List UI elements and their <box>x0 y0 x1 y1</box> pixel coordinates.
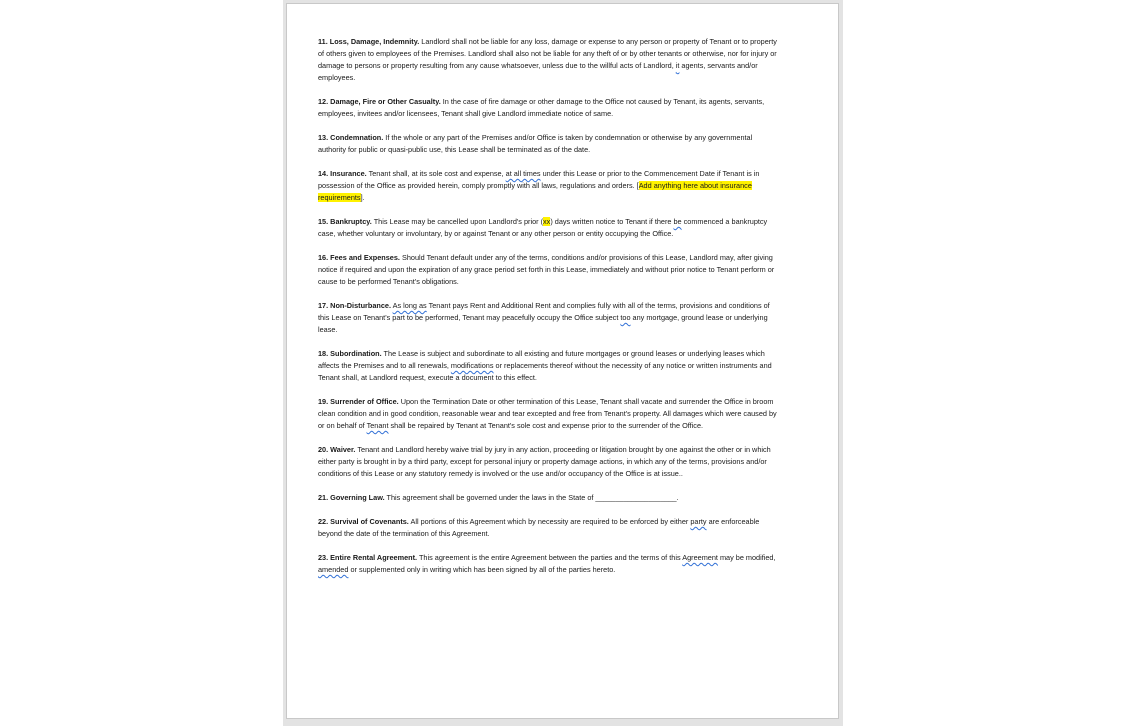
clause-text: or replacements thereof without the necessity of any notice or written instruments and Tenant shall, at Landlord request, execute a document to this effect. <box>318 361 772 382</box>
clause-paragraph[interactable] <box>318 36 780 84</box>
clause-text: Tenant and Landlord hereby waive trial by jury in any action, proceeding or litigation brought by one against the other or in which either party is brought in by a third party, except for personal injury or property damage actions, in which any of the terms, provisions and/or conditions of this Lease or any statutory remedy is involved or the use and/or occupancy of the Office is at issue.. <box>318 445 771 478</box>
clause-paragraph[interactable] <box>318 348 780 384</box>
clause-paragraph[interactable] <box>318 252 780 288</box>
clause-text: or supplemented only in writing which has been signed by all of the parties hereto. <box>348 565 616 574</box>
flagged-text: As long as <box>392 301 427 310</box>
clause-title: 17. Non-Disturbance. <box>318 301 391 310</box>
clause-text: may be modified, <box>717 553 776 562</box>
clause-text: This agreement is the entire Agreement between the parties and the terms of this <box>417 553 683 562</box>
flagged-text: be <box>673 217 682 226</box>
clause-title: 12. Damage, Fire or Other Casualty. <box>318 97 441 106</box>
clause-text: any mortgage, ground lease or underlying lease. <box>318 313 768 334</box>
clause-paragraph[interactable] <box>318 492 780 504</box>
clause-title: 21. Governing Law. <box>318 493 385 502</box>
clause-text: Tenant shall, at its sole cost and expense, <box>366 169 506 178</box>
clause-paragraph[interactable] <box>318 300 780 336</box>
flagged-text: modifications <box>450 361 494 370</box>
highlighted-text: Add anything here about insurance requirements <box>318 181 752 202</box>
flagged-text: Agreement <box>682 553 718 562</box>
clause-title: 22. Survival of Covenants. <box>318 517 409 526</box>
clause-text: Upon the Termination Date or other termination of this Lease, Tenant shall vacate and surrender the Office in broom clean condition and in good condition, reasonable wear and tear excepted and free from Tenant's property. All damages which were caused by or on behalf of <box>318 397 777 430</box>
clause-title: 23. Entire Rental Agreement. <box>318 553 418 562</box>
clause-paragraph[interactable] <box>318 444 780 480</box>
flagged-text: too <box>620 313 631 322</box>
clause-title: 20. Waiver. <box>318 445 356 454</box>
document-page[interactable] <box>286 3 839 719</box>
clause-title: 15. Bankruptcy. <box>318 217 372 226</box>
flagged-text: amended <box>318 565 349 574</box>
clause-title: 14. Insurance. <box>318 169 367 178</box>
clause-title: 19. Surrender of Office. <box>318 397 399 406</box>
clause-title: 16. Fees and Expenses. <box>318 253 400 262</box>
clause-text: This Lease may be cancelled upon Landlord's prior ( <box>371 217 544 226</box>
clause-title: 13. Condemnation. <box>318 133 384 142</box>
clause-text: Landlord shall not be liable for any loss, damage or expense to any person or property of Tenant or to property of others given to employees of the Premises. Landlord shall also not be liable for any theft of or by other tenants or otherwise, nor for injury or damage to persons or property resulting from any cause whatsoever, unless due to the willful acts of Landlord, <box>318 37 777 70</box>
clause-paragraph[interactable] <box>318 132 780 156</box>
highlighted-text: xx <box>543 217 551 226</box>
clause-paragraph[interactable] <box>318 516 780 540</box>
flagged-text: party <box>690 517 707 526</box>
clause-text: are enforceable beyond the date of the termination of this Agreement. <box>318 517 760 538</box>
clause-text: under this Lease or prior to the Commencement Date if Tenant is in possession of the Office as provided herein, comply promptly with all laws, regulations and orders. [ <box>318 169 760 190</box>
clause-text: All portions of this Agreement which by necessity are required to be enforced by either <box>408 517 691 526</box>
clause-paragraph[interactable] <box>318 396 780 432</box>
document-body[interactable] <box>318 36 780 588</box>
clause-text: Should Tenant default under any of the terms, conditions and/or provisions of this Lease, Landlord may, after giving notice if required and upon the expiration of any grace period set forth in this Lease, immediately and without prior notice to Tenant perform or cause to be performed Tenant's obligations. <box>318 253 775 286</box>
clause-text: commenced a bankruptcy case, whether voluntary or involuntary, by or against Tenant or any other person or entity occupying the Office. <box>318 217 768 238</box>
flagged-text: it <box>675 61 680 70</box>
flagged-text: Tenant <box>366 421 389 430</box>
clause-title: 11. Loss, Damage, Indemnity. <box>318 37 420 46</box>
clause-paragraph[interactable] <box>318 552 780 576</box>
clause-text: ) days written notice to Tenant if there <box>550 217 674 226</box>
clause-title: 18. Subordination. <box>318 349 382 358</box>
clause-text: In the case of fire damage or other damage to the Office not caused by Tenant, its agents, servants, employees, invitees and/or licensees, Tenant shall give Landlord immediate notice of same. <box>318 97 765 118</box>
clause-text: The Lease is subject and subordinate to all existing and future mortgages or ground leases or underlying leases which affects the Premises and to all renewals, <box>318 349 765 370</box>
clause-text: This agreement shall be governed under the laws in the State of ____________________. <box>384 493 679 502</box>
clause-paragraph[interactable] <box>318 216 780 240</box>
clause-text: agents, servants and/or employees. <box>318 61 758 82</box>
clause-text: ]. <box>360 193 365 202</box>
flagged-text: at all times <box>505 169 541 178</box>
clause-text: Tenant pays Rent and Additional Rent and complies fully with all of the terms, provisions and conditions of this Lease on Tenant's part to be performed, Tenant may peacefully occupy the Office subject <box>318 301 770 322</box>
clause-text: If the whole or any part of the Premises and/or Office is taken by condemnation or otherwise by any governmental authority for public or quasi-public use, this Lease shall be terminated as of the date. <box>318 133 753 154</box>
clause-paragraph[interactable] <box>318 168 780 204</box>
clause-paragraph[interactable] <box>318 96 780 120</box>
clause-text: shall be repaired by Tenant at Tenant's sole cost and expense prior to the surrender of the Office. <box>388 421 704 430</box>
